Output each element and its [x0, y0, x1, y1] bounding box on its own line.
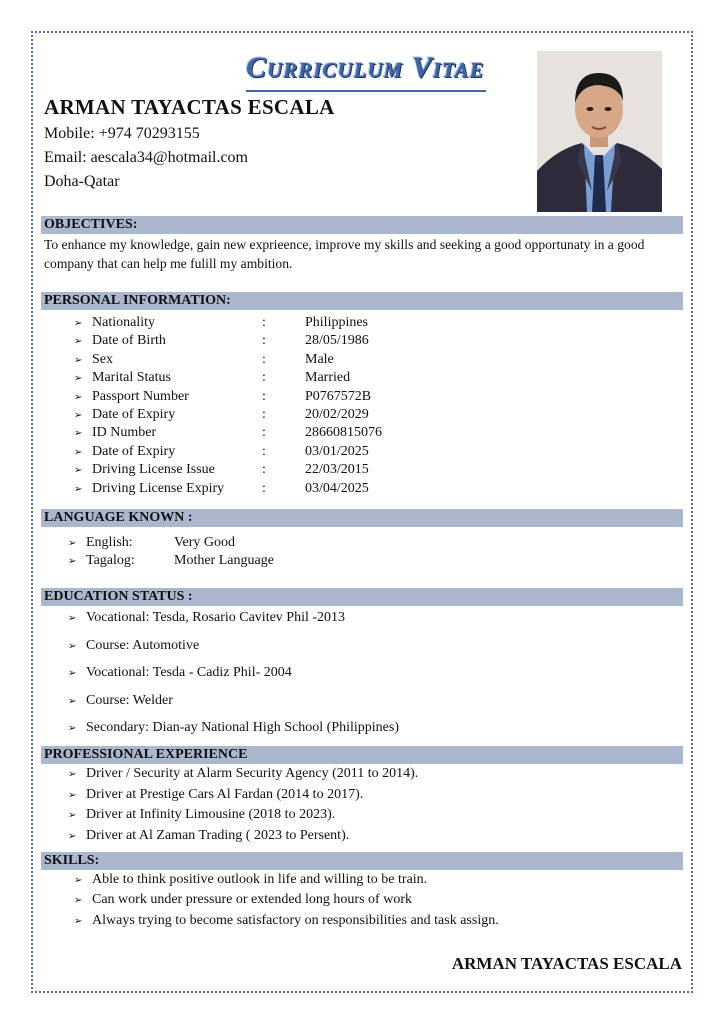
language-name: English: [86, 535, 133, 550]
bullet-arrow-icon: ➢ [68, 810, 77, 821]
info-value: 03/01/2025 [305, 443, 369, 459]
signature-name: ARMAN TAYACTAS ESCALA [451, 954, 682, 973]
language-level: Mother Language [174, 553, 274, 568]
education-item-text: Vocational: Tesda - Cadiz Phil- 2004 [86, 665, 292, 680]
info-label: Date of Expiry [92, 443, 176, 459]
info-value: 03/04/2025 [305, 480, 369, 496]
candidate-name: ARMAN TAYACTAS ESCALA [44, 95, 335, 119]
info-separator: : [262, 388, 266, 404]
experience-item-text: Driver at Prestige Cars Al Fardan (2014 to 2017). [86, 787, 364, 802]
info-separator: : [262, 443, 266, 459]
education-item [68, 637, 199, 656]
language-level: Very Good [174, 535, 236, 550]
bullet-arrow-icon: ➢ [68, 723, 77, 734]
bullet-arrow-icon: ➢ [74, 391, 83, 403]
info-value: P0767572B [305, 388, 372, 404]
bullet-arrow-icon: ➢ [68, 613, 77, 624]
objectives-text: To enhance my knowledge, gain new exprieence, improve my skills and seeking a good opportunaty in a good company that can help me fulill my ambition. [44, 237, 645, 271]
personal-info-row [74, 424, 382, 443]
bullet-arrow-icon: ➢ [74, 483, 83, 495]
bullet-arrow-icon: ➢ [68, 831, 77, 842]
bullet-arrow-icon: ➢ [74, 446, 83, 458]
info-separator: : [262, 351, 266, 367]
bullet-arrow-icon: ➢ [74, 354, 83, 366]
bullet-arrow-icon: ➢ [74, 465, 83, 477]
objectives-heading: OBJECTIVES: [41, 216, 683, 234]
info-separator: : [262, 333, 266, 349]
personal-info-heading: PERSONAL INFORMATION: [41, 292, 683, 310]
info-label: ID Number [92, 425, 157, 441]
portrait-illustration [537, 51, 662, 212]
languages-heading: LANGUAGE KNOWN : [41, 509, 683, 527]
bullet-arrow-icon: ➢ [68, 696, 77, 707]
education-item-text: Secondary: Dian-ay National High School (Philippines) [86, 720, 399, 735]
experience-item [68, 786, 363, 805]
info-separator: : [262, 462, 266, 478]
skills-heading: SKILLS: [41, 852, 683, 870]
personal-info-row [74, 369, 350, 388]
bullet-arrow-icon: ➢ [74, 875, 83, 886]
experience-item-text: Driver at Infinity Limousine (2018 to 2023). [86, 807, 336, 822]
skill-item [74, 912, 499, 931]
experience-item-text: Driver / Security at Alarm Security Agency (2011 to 2014). [86, 766, 419, 781]
bullet-arrow-icon: ➢ [74, 410, 83, 421]
bullet-arrow-icon: ➢ [74, 895, 83, 906]
info-value: 20/02/2029 [305, 407, 369, 422]
profile-photo [537, 51, 662, 212]
language-row [68, 552, 274, 571]
info-label: Sex [92, 351, 113, 367]
education-item [68, 664, 292, 683]
info-label: Date of Expiry [92, 407, 176, 422]
info-value: Male [305, 351, 334, 367]
skill-item-text: Can work under pressure or extended long hours of work [92, 892, 412, 907]
info-label: Driving License Expiry [92, 480, 225, 496]
info-separator: : [262, 370, 266, 386]
education-item-text: Course: Automotive [86, 638, 200, 653]
bullet-arrow-icon: ➢ [74, 336, 83, 348]
experience-item-text: Driver at Al Zaman Trading ( 2023 to Persent). [86, 828, 350, 843]
skill-item [74, 871, 427, 890]
bullet-arrow-icon: ➢ [68, 668, 77, 679]
education-heading: EDUCATION STATUS : [41, 588, 683, 606]
bullet-arrow-icon: ➢ [74, 428, 83, 440]
education-item [68, 692, 173, 711]
personal-info-row [74, 314, 368, 333]
bullet-arrow-icon: ➢ [68, 538, 77, 549]
info-value: Philippines [305, 315, 369, 330]
education-item [68, 609, 345, 628]
personal-info-row [74, 388, 371, 407]
email-address: Email: aescala34@hotmail.com [44, 149, 248, 166]
info-label: Driving License Issue [92, 462, 215, 478]
info-separator: : [262, 425, 266, 441]
location: Doha-Qatar [44, 173, 120, 190]
skill-item [74, 891, 412, 910]
info-label: Passport Number [92, 388, 189, 404]
bullet-arrow-icon: ➢ [68, 641, 77, 652]
personal-info-row [74, 443, 369, 462]
info-value: 22/03/2015 [305, 462, 369, 478]
personal-info-row [74, 406, 369, 425]
experience-heading: PROFESSIONAL EXPERIENCE [41, 746, 683, 764]
personal-info-row [74, 461, 369, 480]
info-label: Nationality [92, 315, 155, 330]
skill-item-text: Able to think positive outlook in life and willing to be train. [92, 872, 428, 887]
language-row [68, 534, 235, 553]
info-value: 28/05/1986 [305, 333, 369, 349]
education-item [68, 719, 399, 738]
bullet-arrow-icon: ➢ [74, 318, 83, 329]
info-separator: : [262, 407, 266, 422]
bullet-arrow-icon: ➢ [74, 373, 83, 385]
info-separator: : [262, 480, 266, 496]
info-label: Date of Birth [92, 333, 166, 349]
info-value: 28660815076 [305, 425, 382, 441]
bullet-arrow-icon: ➢ [68, 556, 77, 567]
mobile-number: Mobile: +974 70293155 [44, 125, 200, 142]
bullet-arrow-icon: ➢ [68, 790, 77, 801]
experience-item [68, 765, 418, 784]
info-value: Married [305, 370, 351, 386]
curriculum-vitae-title: Curriculum Vitae [246, 50, 486, 92]
info-separator: : [262, 315, 266, 330]
language-name: Tagalog: [86, 553, 135, 568]
bullet-arrow-icon: ➢ [68, 769, 77, 780]
experience-item [68, 827, 349, 846]
skill-item-text: Always trying to become satisfactory on responsibilities and task assign. [92, 913, 499, 928]
personal-info-row [74, 351, 334, 370]
education-item-text: Vocational: Tesda, Rosario Cavitev Phil -2013 [86, 610, 346, 625]
bullet-arrow-icon: ➢ [74, 916, 83, 927]
personal-info-row [74, 480, 369, 499]
info-label: Marital Status [92, 370, 171, 386]
personal-info-row [74, 332, 369, 351]
experience-item [68, 806, 335, 825]
education-item-text: Course: Welder [86, 693, 173, 708]
